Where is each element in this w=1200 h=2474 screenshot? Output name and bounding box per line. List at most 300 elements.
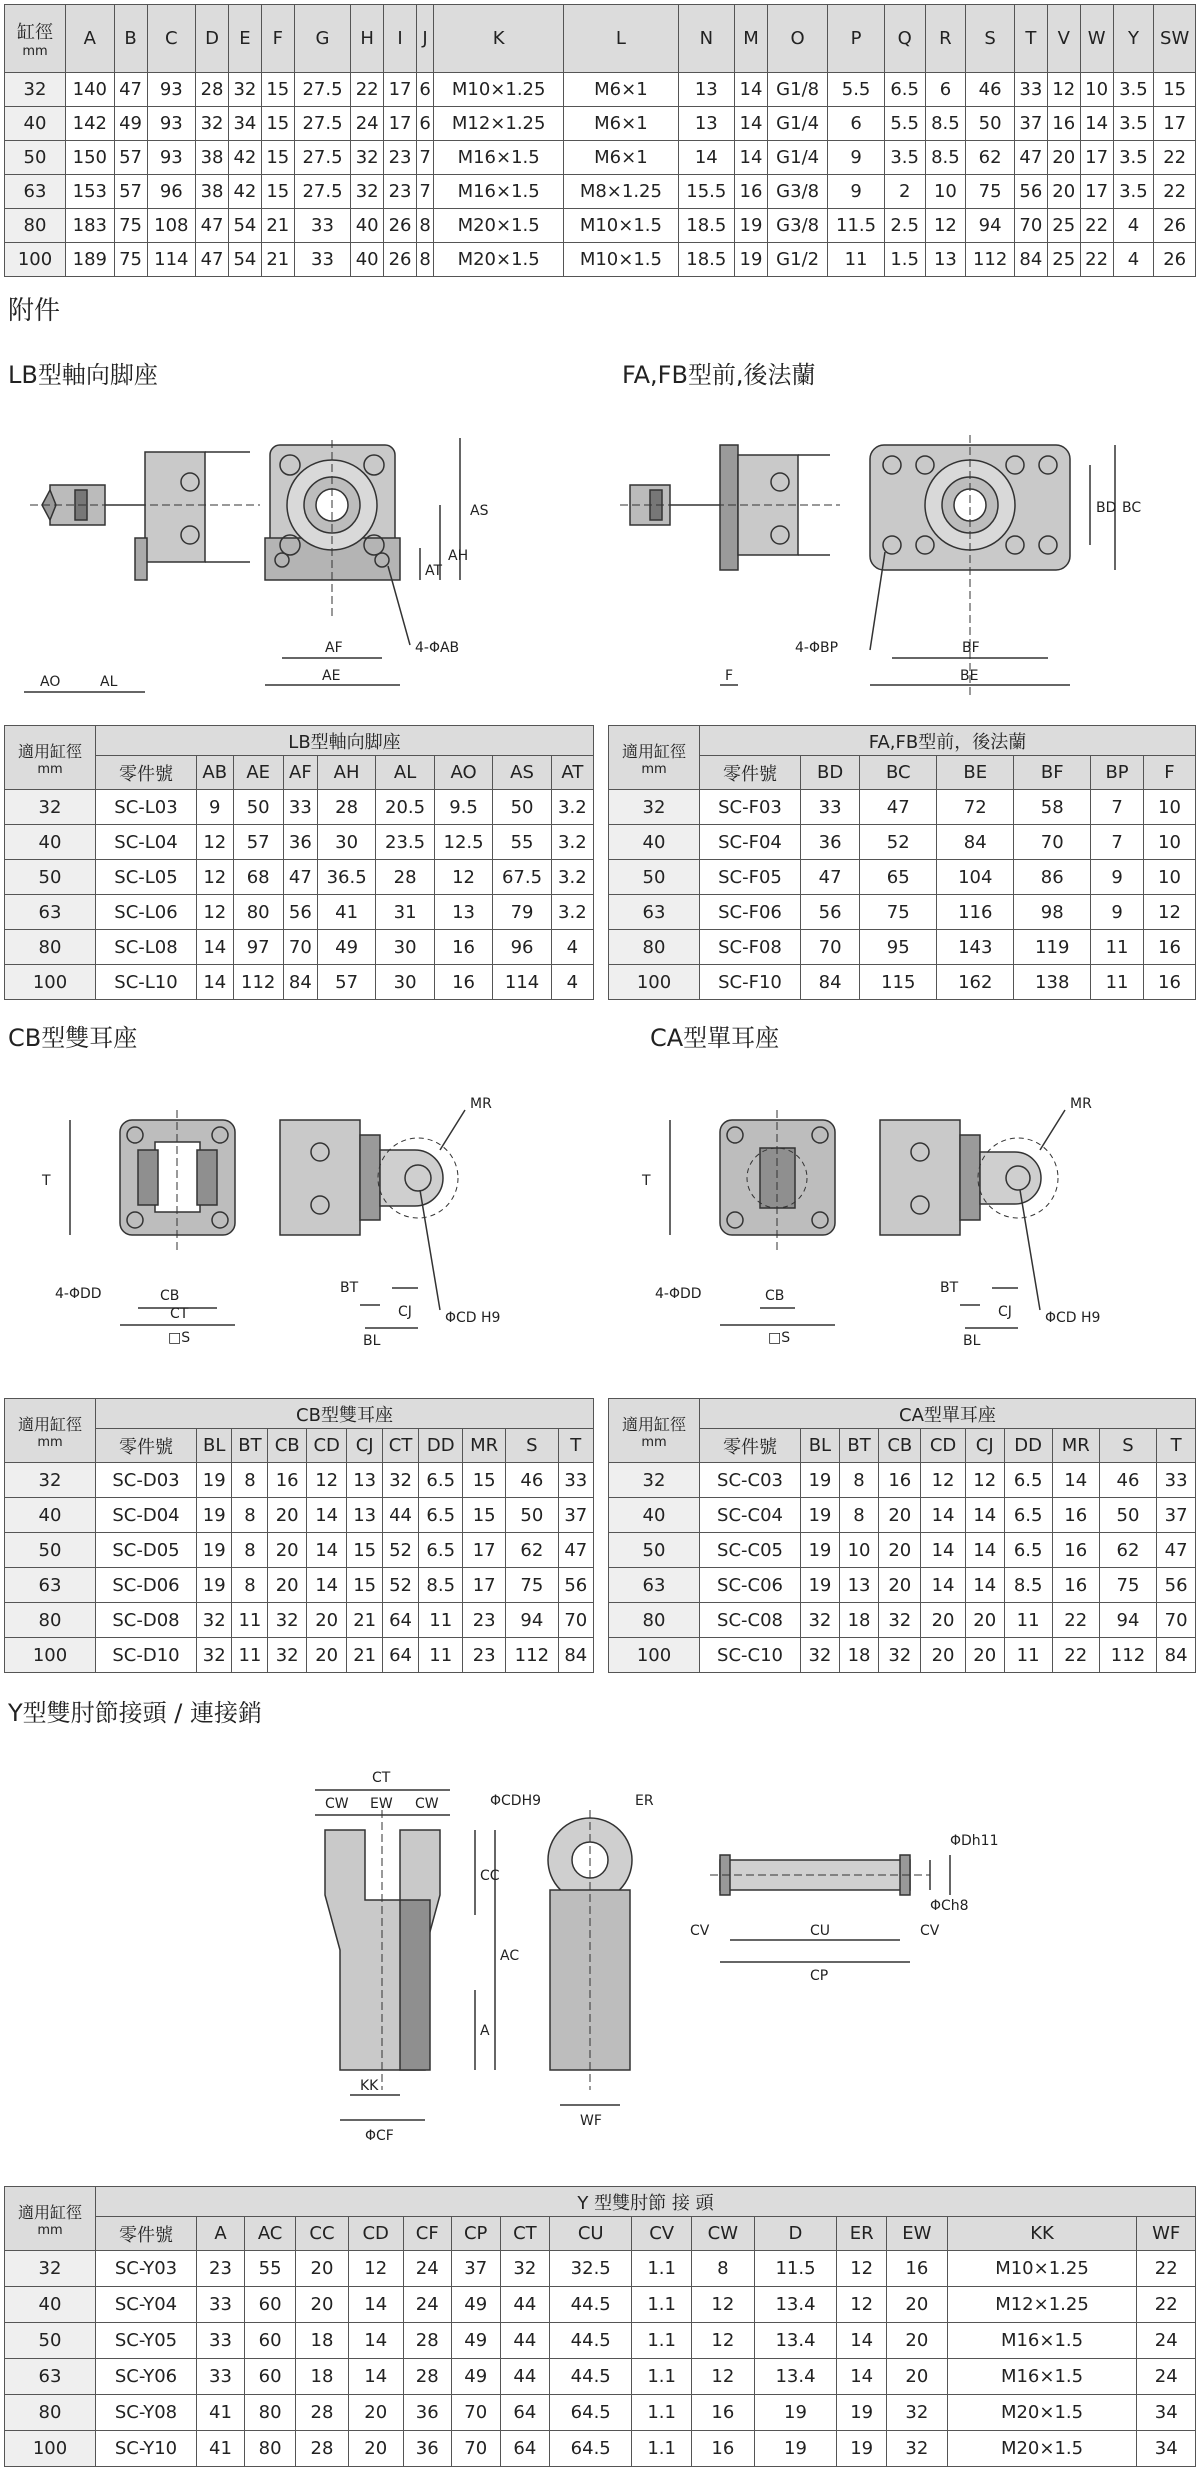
table-cell: 34 — [1137, 2431, 1196, 2467]
table-cell: 20 — [879, 1533, 921, 1568]
table-cell: 1.1 — [632, 2359, 691, 2395]
table-cell: 6 — [416, 107, 433, 141]
column-header: BP — [1091, 756, 1144, 790]
table-row — [5, 2323, 1196, 2359]
table-cell: 6.5 — [419, 1533, 463, 1568]
table-cell: 32 — [879, 1638, 921, 1673]
table-cell: M16×1.5 — [947, 2359, 1137, 2395]
ca-label-dd: 4-ΦDD — [655, 1286, 702, 1302]
part-number-cell: SC-D08 — [96, 1603, 197, 1638]
table-cell: 2.5 — [884, 209, 925, 243]
table-cell: 7 — [1091, 825, 1144, 860]
part-number-cell: SC-L10 — [96, 965, 197, 1000]
table-cell: 23 — [384, 175, 417, 209]
table-cell: 20 — [887, 2287, 948, 2323]
table-cell: M20×1.5 — [947, 2431, 1137, 2467]
column-header: BD — [801, 756, 860, 790]
bore-cell: 32 — [609, 790, 700, 825]
table-cell: 1.1 — [632, 2287, 691, 2323]
table-cell: 47 — [860, 790, 937, 825]
table-cell: 11 — [1091, 930, 1144, 965]
bore-cell: 80 — [5, 2395, 96, 2431]
table-cell: 14 — [837, 2323, 887, 2359]
table-cell: 12 — [434, 860, 492, 895]
table-cell: 6.5 — [1004, 1533, 1052, 1568]
table-cell: 10 — [925, 175, 966, 209]
part-number-cell: SC-C05 — [700, 1533, 801, 1568]
table-cell: 12 — [837, 2287, 887, 2323]
table-cell: 23 — [463, 1603, 506, 1638]
table-cell: 6.5 — [1004, 1463, 1052, 1498]
table-cell: 50 — [1099, 1498, 1156, 1533]
table-cell: 10 — [1080, 73, 1113, 107]
table-cell: 14 — [965, 1533, 1004, 1568]
column-header: E — [229, 5, 262, 73]
table-cell: 14 — [921, 1533, 966, 1568]
table-cell: 14 — [735, 73, 768, 107]
part-header: 零件號 — [96, 2217, 197, 2251]
column-header: T — [1014, 5, 1047, 73]
cb-label-bt: BT — [340, 1280, 359, 1296]
table-cell: 31 — [376, 895, 434, 930]
table-cell: 56 — [801, 895, 860, 930]
table-row — [5, 930, 594, 965]
table-cell: 26 — [384, 243, 417, 277]
y-label-cp: CP — [810, 1968, 829, 1984]
table-cell: 20 — [306, 1638, 347, 1673]
table-cell: 6 — [828, 107, 884, 141]
table-cell: 19 — [197, 1533, 232, 1568]
column-header: F — [261, 5, 294, 73]
part-header: 零件號 — [700, 756, 801, 790]
cb-label-cb: CB — [160, 1288, 180, 1304]
table-cell: 44.5 — [550, 2287, 632, 2323]
table-cell: 30 — [376, 965, 434, 1000]
table-cell: 16 — [691, 2395, 754, 2431]
table-cell: 19 — [801, 1463, 840, 1498]
ca-label-cj: CJ — [998, 1304, 1012, 1320]
table-cell: 32 — [268, 1638, 306, 1673]
part-number-cell: SC-D06 — [96, 1568, 197, 1603]
ca-label-mr: MR — [1070, 1096, 1092, 1112]
table-cell: 9 — [1091, 860, 1144, 895]
table-cell: 14 — [348, 2287, 403, 2323]
table-cell: 11 — [1004, 1603, 1052, 1638]
table-cell: 20 — [879, 1498, 921, 1533]
table-cell: 8 — [839, 1498, 878, 1533]
table-cell: 3.5 — [1113, 73, 1154, 107]
table-cell: 33 — [1014, 73, 1047, 107]
table-cell: 23.5 — [376, 825, 434, 860]
table-cell: 20 — [268, 1533, 306, 1568]
table-cell: 12 — [1143, 895, 1195, 930]
bore-header-unit: mm — [641, 1434, 667, 1450]
table-cell: 47 — [196, 243, 229, 277]
table-cell: 5.5 — [884, 107, 925, 141]
table-cell: 52 — [382, 1533, 418, 1568]
table-cell: 33 — [197, 2287, 245, 2323]
table-cell: 16 — [1143, 930, 1195, 965]
table-cell: 33 — [294, 209, 350, 243]
table-cell: 30 — [317, 825, 375, 860]
column-header: G — [294, 5, 350, 73]
table-cell: 20 — [965, 1603, 1004, 1638]
table-cell: 14 — [348, 2359, 403, 2395]
table-cell: 6.5 — [419, 1463, 463, 1498]
cb-clevis-table — [4, 1398, 594, 1673]
table-cell: 93 — [147, 141, 196, 175]
table-cell: 80 — [244, 2395, 295, 2431]
table-cell: 84 — [1014, 243, 1047, 277]
fa-label-bf: BF — [962, 640, 980, 656]
y-label-cv: CV — [690, 1923, 710, 1939]
table-cell: 32 — [887, 2431, 948, 2467]
table-cell: 142 — [66, 107, 115, 141]
table-cell: 112 — [966, 243, 1015, 277]
table-row — [609, 1638, 1196, 1673]
table-cell: 70 — [1014, 825, 1091, 860]
column-header: A — [66, 5, 115, 73]
table-cell: 19 — [801, 1533, 840, 1568]
table-cell: 55 — [493, 825, 551, 860]
table-row — [609, 1498, 1196, 1533]
table-cell: 23 — [197, 2251, 245, 2287]
table-cell: 16 — [434, 930, 492, 965]
table-cell: 16 — [691, 2431, 754, 2467]
column-header: CW — [691, 2217, 754, 2251]
column-header: BE — [937, 756, 1014, 790]
table-cell: 50 — [966, 107, 1015, 141]
column-header: B — [114, 5, 147, 73]
table-cell: 47 — [558, 1533, 593, 1568]
table-cell: M20×1.5 — [434, 243, 564, 277]
table-cell: 17 — [1080, 141, 1113, 175]
table-cell: 32 — [801, 1603, 840, 1638]
table-cell: 16 — [268, 1463, 306, 1498]
part-number-cell: SC-C03 — [700, 1463, 801, 1498]
ca-eye-table — [608, 1398, 1196, 1673]
table-cell: 14 — [306, 1533, 347, 1568]
part-number-cell: SC-D05 — [96, 1533, 197, 1568]
table-cell: 27.5 — [294, 141, 350, 175]
table-cell: 33 — [801, 790, 860, 825]
table-cell: 32 — [500, 2251, 549, 2287]
column-header: I — [384, 5, 417, 73]
table-cell: 41 — [197, 2431, 245, 2467]
table-cell: 64 — [382, 1638, 418, 1673]
column-header: SW — [1154, 5, 1196, 73]
y-title: Y型雙肘節接頭 / 連接銷 — [8, 1699, 263, 1727]
table-cell: 20 — [879, 1568, 921, 1603]
table-cell: 32 — [351, 141, 384, 175]
table-cell: 14 — [735, 141, 768, 175]
table-cell: 14 — [965, 1568, 1004, 1603]
table-cell: 24 — [1137, 2359, 1196, 2395]
part-number-cell: SC-C04 — [700, 1498, 801, 1533]
table-cell: 44.5 — [550, 2359, 632, 2395]
table-cell: 32 — [887, 2395, 948, 2431]
table-row — [609, 930, 1196, 965]
table-cell: 20 — [921, 1603, 966, 1638]
part-number-cell: SC-Y06 — [96, 2359, 197, 2395]
table-cell: 94 — [506, 1603, 558, 1638]
table-cell: 20 — [306, 1603, 347, 1638]
cb-label-s: □S — [168, 1330, 191, 1346]
table-cell: 15 — [347, 1568, 382, 1603]
column-header: AB — [197, 756, 234, 790]
column-header: P — [828, 5, 884, 73]
table-row — [5, 1463, 594, 1498]
column-header: Q — [884, 5, 925, 73]
y-label-ch8: ΦCh8 — [930, 1898, 969, 1914]
table-cell: 14 — [921, 1568, 966, 1603]
table-cell: 19 — [735, 243, 768, 277]
table-cell: M12×1.25 — [434, 107, 564, 141]
table-cell: 22 — [1052, 1603, 1099, 1638]
table-cell: 75 — [860, 895, 937, 930]
table-cell: 13 — [678, 73, 734, 107]
column-header: AE — [233, 756, 283, 790]
table-cell: 3.2 — [551, 860, 593, 895]
table-cell: 54 — [229, 243, 262, 277]
table-cell: 6.5 — [1004, 1498, 1052, 1533]
table-cell: 28 — [296, 2395, 348, 2431]
part-number-cell: SC-C06 — [700, 1568, 801, 1603]
cylinder-dimension-table — [4, 4, 1196, 277]
bore-header-label: 適用缸徑 — [621, 1414, 686, 1434]
table-row — [609, 825, 1196, 860]
column-header: ER — [837, 2217, 887, 2251]
column-header: AH — [317, 756, 375, 790]
table-cell: 14 — [197, 965, 234, 1000]
y-knuckle-drawing — [250, 1750, 999, 2170]
table-cell: 40 — [351, 243, 384, 277]
table-row — [609, 1533, 1196, 1568]
table-cell: 67.5 — [493, 860, 551, 895]
part-number-cell: SC-Y08 — [96, 2395, 197, 2431]
cb-clevis-drawing — [20, 1090, 580, 1350]
table-cell: 11 — [828, 243, 884, 277]
bore-cell: 32 — [5, 2251, 96, 2287]
table-cell: 32 — [196, 107, 229, 141]
table-cell: 150 — [66, 141, 115, 175]
table-cell: 64.5 — [550, 2431, 632, 2467]
table-cell: 44.5 — [550, 2323, 632, 2359]
table-cell: 6 — [925, 73, 966, 107]
table-row — [5, 1603, 594, 1638]
table-cell: 26 — [1154, 209, 1196, 243]
table-cell: 46 — [1099, 1463, 1156, 1498]
table-cell: 32 — [197, 1638, 232, 1673]
table-cell: 12.5 — [434, 825, 492, 860]
y-label-cv2: CV — [920, 1923, 940, 1939]
table-cell: 25 — [1047, 209, 1080, 243]
y-label-cu: CU — [810, 1923, 831, 1939]
table-cell: 114 — [147, 243, 196, 277]
table-cell: 13 — [347, 1498, 382, 1533]
column-header: BT — [839, 1429, 878, 1463]
table-cell: 27.5 — [294, 107, 350, 141]
table-cell: 50 — [493, 790, 551, 825]
column-header: CD — [348, 2217, 403, 2251]
table-row — [609, 1568, 1196, 1603]
table-cell: 20 — [887, 2323, 948, 2359]
table-cell: 108 — [147, 209, 196, 243]
part-number-cell: SC-L06 — [96, 895, 197, 930]
table-cell: 14 — [306, 1568, 347, 1603]
column-header: CC — [296, 2217, 348, 2251]
cb-label-ct: CT — [170, 1306, 189, 1322]
table-cell: 15 — [261, 73, 294, 107]
column-header: AF — [283, 756, 317, 790]
table-cell: 14 — [965, 1498, 1004, 1533]
column-header: BT — [232, 1429, 268, 1463]
bore-cell: 100 — [5, 965, 96, 1000]
table-cell: 18.5 — [678, 243, 734, 277]
column-header: H — [351, 5, 384, 73]
table-cell: 70 — [558, 1603, 593, 1638]
table-cell: 6 — [416, 73, 433, 107]
bore-cell: 40 — [609, 825, 700, 860]
table-row — [609, 860, 1196, 895]
table-row — [5, 2359, 1196, 2395]
table-cell: 19 — [837, 2431, 887, 2467]
cb-label-cd: ΦCD H9 — [445, 1310, 501, 1326]
table-cell: 8 — [232, 1533, 268, 1568]
table-cell: 64 — [382, 1603, 418, 1638]
table-cell: 70 — [451, 2395, 500, 2431]
group-header-row — [609, 726, 1196, 756]
column-header: K — [434, 5, 564, 73]
part-number-cell: SC-Y05 — [96, 2323, 197, 2359]
table-cell: 25 — [1047, 243, 1080, 277]
table-cell: 1.1 — [632, 2395, 691, 2431]
table-cell: 3.2 — [551, 790, 593, 825]
column-header: W — [1080, 5, 1113, 73]
table-cell: 20 — [965, 1638, 1004, 1673]
lb-title: LB型軸向脚座 — [8, 361, 158, 389]
group-header-row — [609, 1399, 1196, 1429]
table-cell: 32 — [879, 1603, 921, 1638]
bore-cell: 32 — [5, 73, 66, 107]
part-number-cell: SC-L05 — [96, 860, 197, 895]
table-cell: 37 — [451, 2251, 500, 2287]
table-cell: 84 — [1157, 1638, 1196, 1673]
column-header: D — [196, 5, 229, 73]
table-cell: 70 — [283, 930, 317, 965]
table-cell: 11.5 — [828, 209, 884, 243]
table-cell: 46 — [966, 73, 1015, 107]
table-cell: 10 — [839, 1533, 878, 1568]
table-cell: 30 — [376, 930, 434, 965]
table-cell: 50 — [233, 790, 283, 825]
table-row — [5, 1568, 594, 1603]
table-cell: 20 — [921, 1638, 966, 1673]
table-row — [5, 209, 1196, 243]
part-number-cell: SC-L03 — [96, 790, 197, 825]
table-cell: 15 — [261, 175, 294, 209]
table-cell: G1/4 — [767, 107, 827, 141]
table-cell: 70 — [1157, 1603, 1196, 1638]
ca-label-t: T — [642, 1173, 651, 1189]
bore-cell: 80 — [609, 930, 700, 965]
table-row — [609, 1463, 1196, 1498]
table-cell: 3.5 — [1113, 107, 1154, 141]
table-cell: 8 — [416, 243, 433, 277]
column-header: F — [1143, 756, 1195, 790]
table-cell: 28 — [403, 2359, 451, 2395]
table-cell: 4 — [551, 930, 593, 965]
bore-cell: 40 — [5, 1498, 96, 1533]
part-number-cell: SC-Y10 — [96, 2431, 197, 2467]
table-cell: 52 — [382, 1568, 418, 1603]
column-header: BC — [860, 756, 937, 790]
table-cell: 2 — [884, 175, 925, 209]
table-cell: 75 — [114, 209, 147, 243]
table-cell: 36 — [801, 825, 860, 860]
table-cell: 19 — [801, 1568, 840, 1603]
table-cell: 49 — [317, 930, 375, 965]
ca-eye-drawing — [620, 1090, 1180, 1350]
table-cell: 114 — [493, 965, 551, 1000]
column-header: CT — [500, 2217, 549, 2251]
column-header: J — [416, 5, 433, 73]
lb-foot-mount-drawing — [20, 420, 580, 700]
table-cell: G3/8 — [767, 209, 827, 243]
part-header: 零件號 — [700, 1429, 801, 1463]
table-row — [5, 790, 594, 825]
table-cell: 7 — [1091, 790, 1144, 825]
lb-foot-mount-table — [4, 725, 594, 1000]
bore-cell: 100 — [5, 1638, 96, 1673]
table-cell: 26 — [384, 209, 417, 243]
table-cell: 52 — [860, 825, 937, 860]
table-cell: 14 — [197, 930, 234, 965]
bore-cell: 80 — [5, 930, 96, 965]
y-label-ew: EW — [370, 1796, 393, 1812]
table-cell: 8 — [232, 1463, 268, 1498]
bore-header — [5, 5, 66, 73]
table-row — [5, 2431, 1196, 2467]
table-row — [5, 2287, 1196, 2323]
bore-cell: 50 — [5, 141, 66, 175]
table-cell: 15 — [463, 1463, 506, 1498]
table-cell: 9 — [828, 175, 884, 209]
bore-header-label: 缸徑 — [17, 22, 53, 43]
table-cell: 11 — [232, 1603, 268, 1638]
table-cell: 112 — [1099, 1638, 1156, 1673]
cb-label-bl: BL — [363, 1333, 381, 1349]
part-number-cell: SC-C08 — [700, 1603, 801, 1638]
table-cell: 12 — [197, 860, 234, 895]
table-cell: 24 — [351, 107, 384, 141]
table-cell: 13.4 — [754, 2287, 836, 2323]
table-cell: 8 — [232, 1568, 268, 1603]
bore-cell: 63 — [5, 895, 96, 930]
table-cell: 14 — [1080, 107, 1113, 141]
table-row — [609, 790, 1196, 825]
table-cell: 7 — [416, 175, 433, 209]
table-cell: 15 — [347, 1533, 382, 1568]
table-cell: 19 — [837, 2395, 887, 2431]
table-cell: 54 — [229, 209, 262, 243]
table-cell: 4 — [1113, 209, 1154, 243]
bore-cell: 63 — [5, 175, 66, 209]
bore-cell: 50 — [609, 1533, 700, 1568]
bore-cell: 32 — [5, 1463, 96, 1498]
table-row — [5, 825, 594, 860]
table-cell: 12 — [691, 2323, 754, 2359]
